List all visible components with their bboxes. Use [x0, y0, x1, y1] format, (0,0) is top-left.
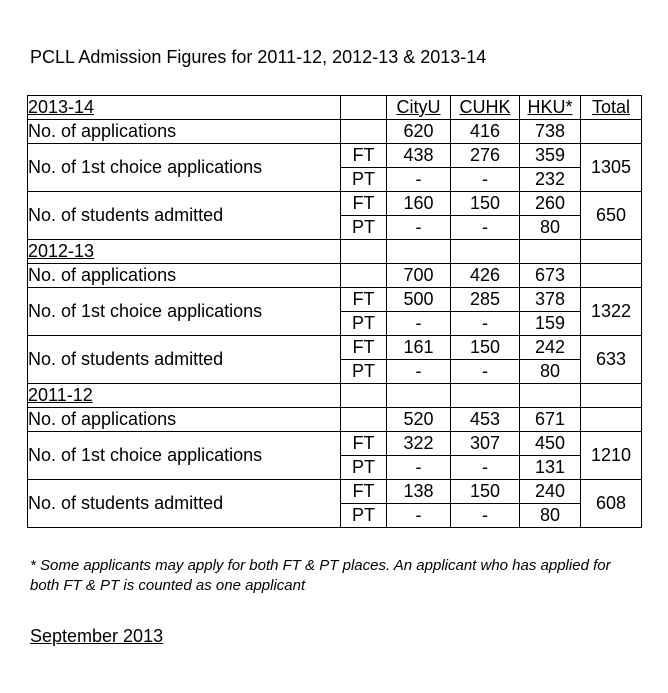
mode-pt: PT	[341, 456, 387, 480]
value-cuhk: -	[451, 504, 520, 528]
col-header-cuhk: CUHK	[451, 96, 520, 120]
mode-ft: FT	[341, 192, 387, 216]
value-cuhk: 150	[451, 336, 520, 360]
value-cityu: -	[387, 216, 451, 240]
date-line: September 2013	[30, 626, 164, 646]
value-cuhk: -	[451, 360, 520, 384]
empty-cell	[387, 240, 451, 264]
value-cityu: 160	[387, 192, 451, 216]
mode-ft: FT	[341, 336, 387, 360]
value-cityu: -	[387, 504, 451, 528]
value-cityu: -	[387, 360, 451, 384]
empty-cell	[387, 384, 451, 408]
value-cuhk: -	[451, 216, 520, 240]
value-cuhk: -	[451, 168, 520, 192]
empty-cell	[341, 408, 387, 432]
mode-pt: PT	[341, 504, 387, 528]
empty-cell	[341, 264, 387, 288]
value-cityu: 620	[387, 120, 451, 144]
row-label: No. of applications	[28, 120, 341, 144]
value-hku: 738	[520, 120, 581, 144]
value-cuhk: -	[451, 312, 520, 336]
value-cityu: -	[387, 168, 451, 192]
empty-cell	[581, 384, 642, 408]
first_choice-ft-row	[28, 144, 642, 168]
value-total: 1322	[581, 288, 642, 336]
row-label: No. of students admitted	[28, 336, 341, 384]
row-label: No. of students admitted	[28, 192, 341, 240]
empty-cell	[581, 408, 642, 432]
mode-pt: PT	[341, 216, 387, 240]
value-hku: 80	[520, 360, 581, 384]
value-hku: 260	[520, 192, 581, 216]
section-header-row	[28, 384, 642, 408]
value-total: 650	[581, 192, 642, 240]
empty-cell	[451, 240, 520, 264]
value-cuhk: 426	[451, 264, 520, 288]
value-hku: 80	[520, 504, 581, 528]
value-hku: 240	[520, 480, 581, 504]
admitted-ft-row	[28, 192, 642, 216]
value-cityu: 161	[387, 336, 451, 360]
value-cuhk: 307	[451, 432, 520, 456]
value-hku: 450	[520, 432, 581, 456]
applications-row	[28, 408, 642, 432]
mode-ft: FT	[341, 432, 387, 456]
value-cuhk: -	[451, 456, 520, 480]
value-hku: 673	[520, 264, 581, 288]
value-cuhk: 416	[451, 120, 520, 144]
value-hku: 671	[520, 408, 581, 432]
admission-table-body	[28, 96, 642, 528]
empty-cell	[341, 96, 387, 120]
row-label: No. of 1st choice applications	[28, 144, 341, 192]
year-heading: 2011-12	[28, 384, 341, 408]
first_choice-ft-row	[28, 432, 642, 456]
applications-row	[28, 264, 642, 288]
section-header-row	[28, 96, 642, 120]
col-header-hku: HKU*	[520, 96, 581, 120]
value-cityu: 322	[387, 432, 451, 456]
value-hku: 242	[520, 336, 581, 360]
value-cityu: 700	[387, 264, 451, 288]
mode-pt: PT	[341, 168, 387, 192]
empty-cell	[520, 240, 581, 264]
admission-table	[27, 95, 642, 528]
mode-pt: PT	[341, 360, 387, 384]
empty-cell	[451, 384, 520, 408]
value-hku: 131	[520, 456, 581, 480]
first_choice-ft-row	[28, 288, 642, 312]
value-cuhk: 150	[451, 480, 520, 504]
mode-pt: PT	[341, 312, 387, 336]
value-cuhk: 150	[451, 192, 520, 216]
mode-ft: FT	[341, 288, 387, 312]
mode-ft: FT	[341, 144, 387, 168]
year-heading: 2013-14	[28, 96, 341, 120]
value-total: 608	[581, 480, 642, 528]
empty-cell	[520, 384, 581, 408]
empty-cell	[581, 264, 642, 288]
value-total: 1210	[581, 432, 642, 480]
value-hku: 378	[520, 288, 581, 312]
value-cuhk: 285	[451, 288, 520, 312]
applications-row	[28, 120, 642, 144]
value-cityu: 500	[387, 288, 451, 312]
value-cityu: 520	[387, 408, 451, 432]
value-cityu: 438	[387, 144, 451, 168]
row-label: No. of 1st choice applications	[28, 288, 341, 336]
value-cityu: 138	[387, 480, 451, 504]
admitted-ft-row	[28, 480, 642, 504]
value-hku: 232	[520, 168, 581, 192]
section-header-row	[28, 240, 642, 264]
admitted-ft-row	[28, 336, 642, 360]
row-label: No. of applications	[28, 264, 341, 288]
footnote: * Some applicants may apply for both FT & PT places. An applicant who has applied for both FT & PT is counted as one applicant	[30, 557, 611, 594]
empty-cell	[581, 120, 642, 144]
empty-cell	[341, 120, 387, 144]
page-title: PCLL Admission Figures for 2011-12, 2012-13 & 2013-14	[30, 47, 487, 67]
row-label: No. of 1st choice applications	[28, 432, 341, 480]
value-cuhk: 276	[451, 144, 520, 168]
value-hku: 80	[520, 216, 581, 240]
col-header-total: Total	[581, 96, 642, 120]
row-label: No. of students admitted	[28, 480, 341, 528]
value-hku: 359	[520, 144, 581, 168]
empty-cell	[341, 240, 387, 264]
value-cityu: -	[387, 456, 451, 480]
empty-cell	[581, 240, 642, 264]
value-total: 1305	[581, 144, 642, 192]
value-cuhk: 453	[451, 408, 520, 432]
mode-ft: FT	[341, 480, 387, 504]
year-heading: 2012-13	[28, 240, 341, 264]
col-header-cityu: CityU	[387, 96, 451, 120]
value-total: 633	[581, 336, 642, 384]
value-hku: 159	[520, 312, 581, 336]
empty-cell	[341, 384, 387, 408]
value-cityu: -	[387, 312, 451, 336]
row-label: No. of applications	[28, 408, 341, 432]
